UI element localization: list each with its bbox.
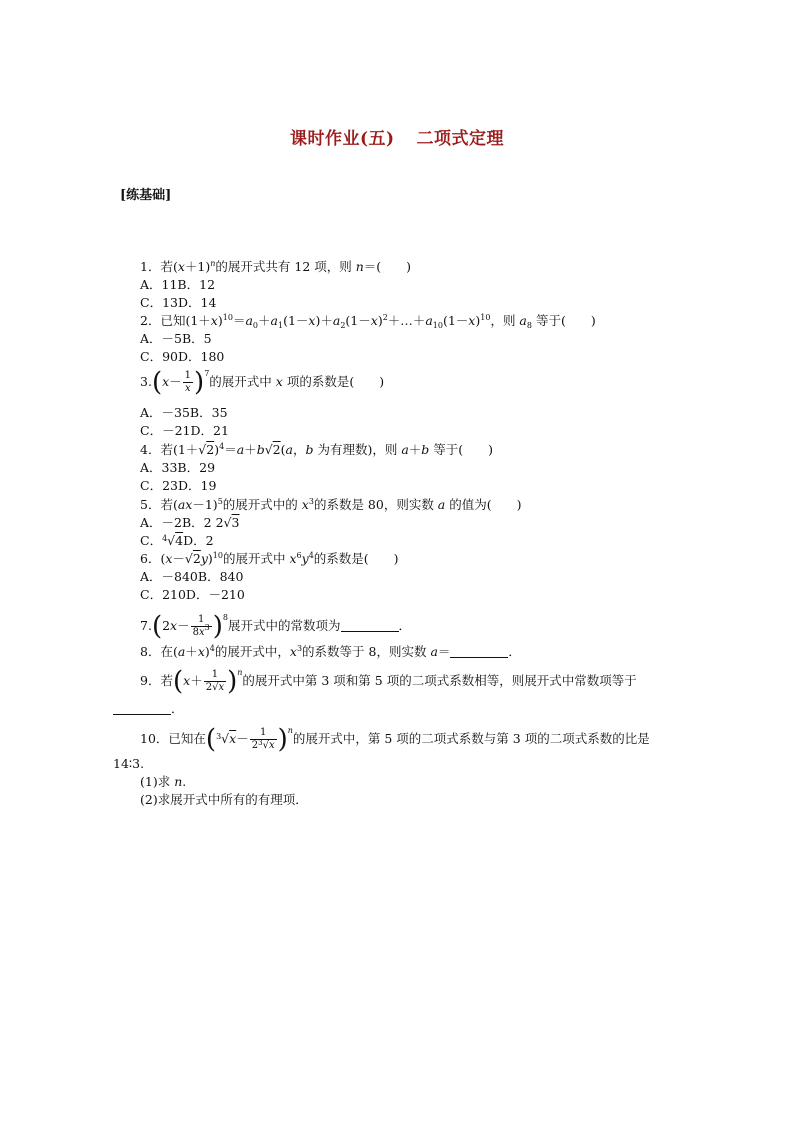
answer-blank-7[interactable] [341, 619, 399, 632]
question-5-options-cd: C．$^4$√4D．2 [140, 533, 214, 548]
question-10: 10．已知在($^3$√x－ $\frac{1}{2^3√x}$ )$^n$的展开式中，第 5 项的二项式系数与第 3 项的二项式系数的比是 [140, 724, 650, 755]
question-2-options-cd: C．90D．180 [140, 349, 225, 364]
answer-blank-9[interactable] [113, 702, 171, 715]
question-1-options-ab: A．11B．12 [140, 277, 216, 292]
question-10-part-2: (2)求展开式中所有的有理项． [140, 792, 308, 807]
question-1: 1．若$(x+1)^n$的展开式共有 12 项，则 n＝( ) [140, 259, 412, 274]
question-2: 2．已知$(1+x)^{10}=a_0+a_1(1-x)+a_2(1-x)^2+\dots+a_{10}(1-x)^{10}$，则 $a_8$ 等于( ) [140, 313, 596, 330]
question-3-options-cd: C．－21D．21 [140, 423, 229, 438]
question-4-options-cd: C．23D．19 [140, 478, 217, 493]
question-1-options-cd: C．13D．14 [140, 295, 217, 310]
page-title [0, 124, 794, 149]
question-8: 8．在$(a+x)^4$的展开式中，$x^3$的系数等于 8，则实数 a＝ ． [140, 644, 521, 659]
question-5-options-ab: A．－2B．2 2√3 [140, 515, 240, 530]
question-2-options-ab: A．－5B．5 [140, 331, 212, 346]
question-10-part-1: (1)求 n. [140, 774, 187, 789]
question-4: 4．若$(1+√2)^4=a+b√2(a$，b 为有理数)，则 a＋b 等于( ) [140, 442, 494, 457]
question-3: 3.(x－ $\frac{1}{x}$ )$^7$的展开式中 x 项的系数是( ) [140, 367, 385, 398]
question-9: 9．若(x＋ $\frac{1}{2√x}$ )$^n$的展开式中第 3 项和第 5 项的二项式系数相等，则展开式中常数项等于 [140, 666, 637, 697]
question-5: 5．若$(ax-1)^5$的展开式中的 $x^3$的系数是 80，则实数 a 的值为( ) [140, 497, 522, 512]
question-6-options-cd: C．210D．－210 [140, 587, 245, 602]
question-3-options-ab: A．－35B．35 [140, 405, 228, 420]
question-6: 6．$(x-√2y)^{10}$的展开式中 $x^6y^4$的系数是( ) [140, 551, 399, 566]
question-4-options-ab: A．33B．29 [140, 460, 216, 475]
title-part-1: 课时作业(五) [289, 129, 395, 149]
question-7: 7.(2x－ $\frac{1}{8x^3}$ )$^8$展开式中的常数项为 ． [140, 611, 412, 642]
answer-blank-8[interactable] [450, 645, 508, 658]
question-6-options-ab: A．－840B．840 [140, 569, 244, 584]
question-10-line-2: 14∶3. [113, 756, 145, 771]
section-heading: [练基础] [120, 188, 172, 203]
question-9-answer-line: ． [113, 700, 184, 718]
title-part-2: 二项式定理 [416, 129, 505, 149]
